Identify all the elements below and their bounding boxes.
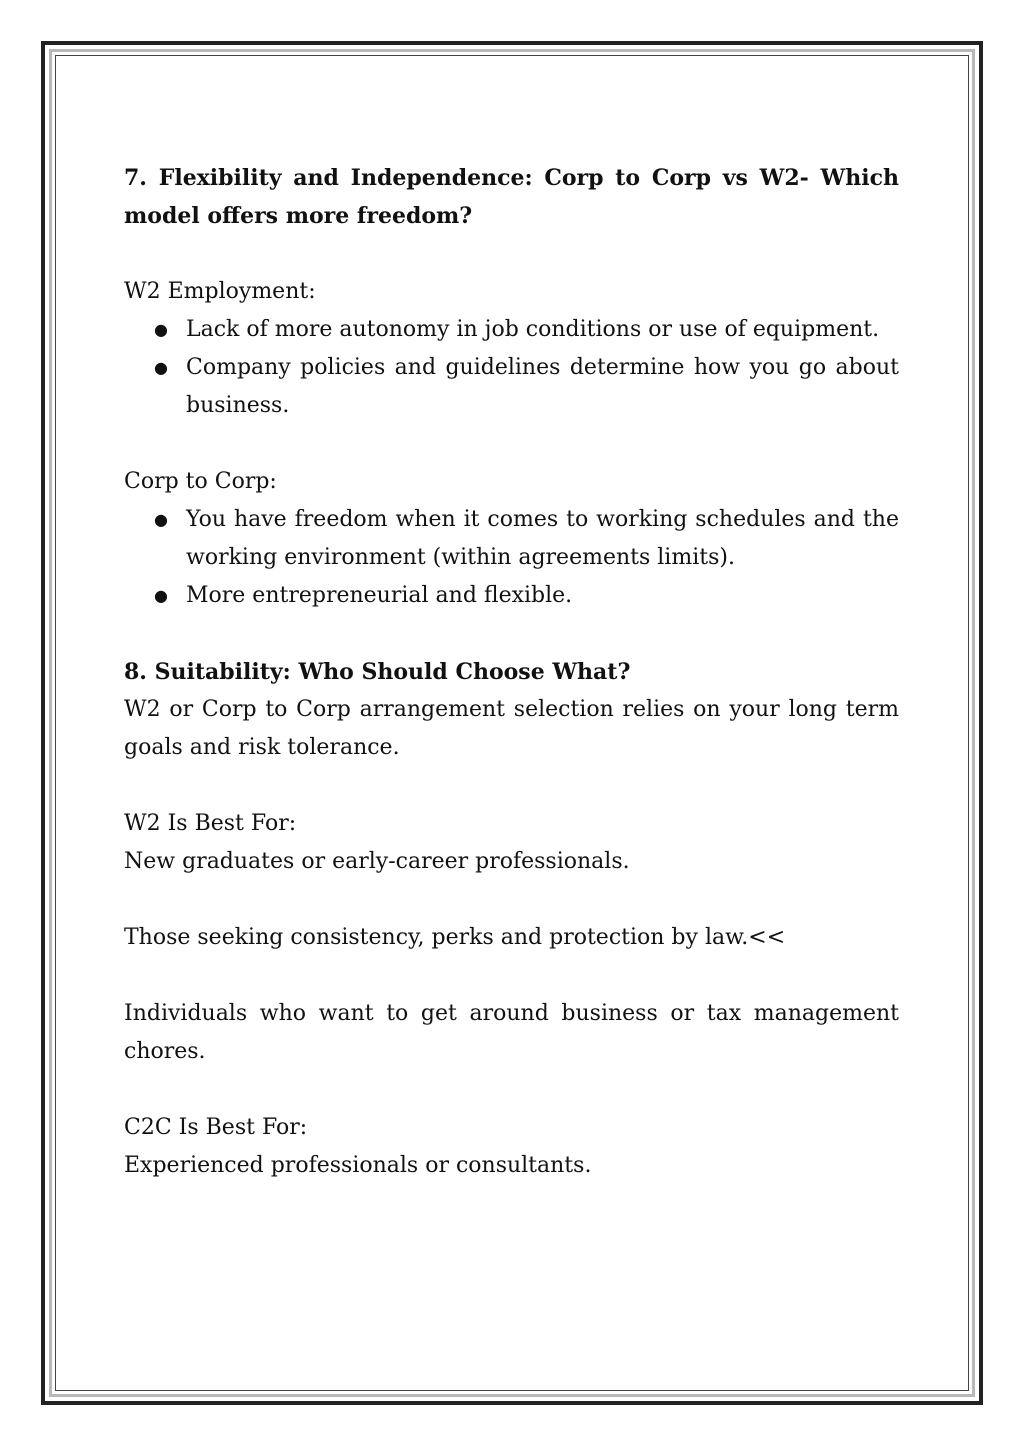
spacer bbox=[124, 767, 899, 805]
list-item-text: Company policies and guidelines determine how you go about business. bbox=[186, 355, 899, 418]
bullet-icon: ● bbox=[154, 320, 168, 339]
section-8-heading: 8. Suitability: Who Should Choose What? bbox=[124, 659, 631, 685]
w2-employment-list bbox=[124, 311, 899, 425]
list-item-text: You have freedom when it comes to working schedules and the working environment (within agreements limits). bbox=[186, 507, 899, 570]
list-item-text: More entrepreneurial and flexible. bbox=[186, 583, 573, 608]
spacer bbox=[124, 425, 899, 463]
section-8-intro: W2 or Corp to Corp arrangement selection relies on your long term goals and risk tolerance. bbox=[124, 697, 899, 760]
w2-best-for-label: W2 Is Best For: bbox=[124, 811, 297, 836]
spacer bbox=[124, 615, 899, 653]
corp-to-corp-list bbox=[124, 501, 899, 615]
corp-to-corp-label: Corp to Corp: bbox=[124, 469, 277, 494]
section-7-heading: 7. Flexibility and Independence: Corp to Corp vs W2- Which model offers more freedom? bbox=[124, 165, 899, 229]
bullet-icon: ● bbox=[154, 510, 168, 529]
c2c-best-for-item: Experienced professionals or consultants. bbox=[124, 1153, 592, 1178]
document-content bbox=[124, 159, 899, 1185]
bullet-icon: ● bbox=[154, 358, 168, 377]
w2-best-for-item: Those seeking consistency, perks and protection by law.<< bbox=[124, 925, 786, 950]
list-item bbox=[124, 501, 899, 577]
c2c-best-for-label: C2C Is Best For: bbox=[124, 1115, 308, 1140]
list-item bbox=[124, 311, 899, 349]
list-item-text: Lack of more autonomy in job conditions or use of equipment. bbox=[186, 317, 880, 342]
bullet-icon: ● bbox=[154, 586, 168, 605]
w2-employment-label: W2 Employment: bbox=[124, 279, 316, 304]
spacer bbox=[124, 1071, 899, 1109]
spacer bbox=[124, 235, 899, 273]
list-item bbox=[124, 577, 899, 615]
w2-best-for-item: Individuals who want to get around business or tax management chores. bbox=[124, 1001, 899, 1064]
spacer bbox=[124, 881, 899, 919]
spacer bbox=[124, 957, 899, 995]
w2-best-for-item: New graduates or early-career professionals. bbox=[124, 849, 630, 874]
list-item bbox=[124, 349, 899, 425]
